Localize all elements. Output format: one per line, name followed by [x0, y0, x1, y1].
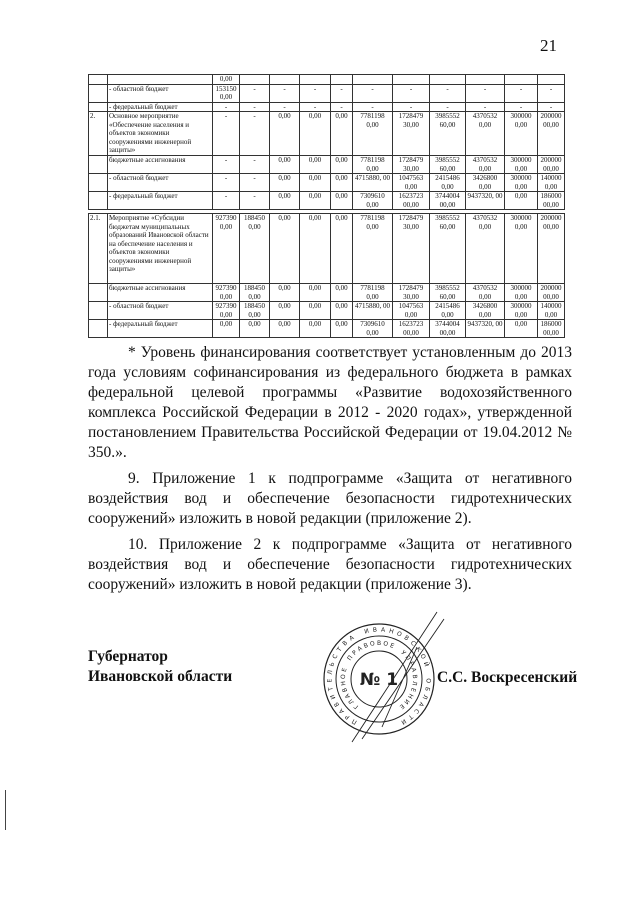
amount-cell: -	[240, 192, 270, 210]
official-stamp	[322, 607, 452, 747]
stamp-letter: С	[331, 653, 340, 661]
amount-cell: 0,00	[270, 302, 300, 320]
stamp-letter: Е	[340, 667, 349, 673]
stamp-letter: Р	[407, 660, 416, 667]
stamp-letter: В	[341, 639, 350, 648]
stamp-letter: Л	[410, 680, 418, 686]
amount-cell: 0,00	[300, 320, 331, 338]
stamp-letter: Л	[326, 669, 335, 676]
amount-cell: 0,00	[300, 174, 331, 192]
stamp-letter: Г	[352, 702, 360, 711]
amount-cell: 0,00	[300, 214, 331, 284]
row-label-cell: - федеральный бюджет	[108, 320, 213, 338]
stamp-letter: В	[362, 641, 370, 651]
amount-cell	[353, 75, 393, 85]
stamp-letter: Е	[408, 686, 417, 693]
row-label-cell: - областной бюджет	[108, 84, 213, 102]
stamp-letter: Е	[326, 678, 334, 683]
amount-cell: 3985552 60,00	[430, 156, 466, 174]
amount-cell: 200000 00,00	[538, 112, 565, 156]
stamp-number: № 1	[359, 670, 399, 690]
row-label-cell: - федеральный бюджет	[108, 192, 213, 210]
row-label-cell: - областной бюджет	[108, 174, 213, 192]
amount-cell: -	[353, 102, 393, 112]
table-row	[89, 320, 565, 338]
amount-cell: 1728479 30,00	[393, 112, 430, 156]
amount-cell: 153150 0,00	[213, 84, 240, 102]
item-10-paragraph: 10. Приложение 2 к подпрограмме «Защита от негативного воздействия вод и обеспечение безопасности гидротехнических сооружений» изложить в новой редакции (приложение 3).	[88, 536, 572, 593]
amount-cell: 7781198 0,00	[353, 284, 393, 302]
row-number-cell	[89, 84, 108, 102]
amount-cell: -	[213, 102, 240, 112]
stamp-letter: Н	[406, 692, 415, 700]
signatory-title	[88, 647, 232, 687]
stamp-letter: И	[402, 697, 411, 706]
stamp-letter: П	[346, 654, 355, 662]
stamp-letter: К	[414, 645, 423, 654]
amount-cell: 140000 0,00	[538, 174, 565, 192]
amount-cell: 0,00	[331, 284, 353, 302]
amount-cell	[393, 75, 430, 85]
stamp-letter: Л	[420, 693, 429, 701]
signatory-title-line2: Ивановской области	[88, 668, 233, 685]
stamp-letter: П	[403, 654, 412, 662]
amount-cell: 0,00	[213, 320, 240, 338]
stamp-letter: Р	[351, 649, 359, 657]
row-label-cell: Мероприятие «Субсидии бюджетам муниципальных образований Ивановской области на обеспечение населения и объектов экономики сооружениями инженерной защиты»	[108, 214, 213, 284]
amount-cell: 186000 00,00	[538, 320, 565, 338]
stamp-letter: В	[376, 640, 382, 647]
stamp-letter: Л	[347, 697, 356, 706]
amount-cell: 927390 0,00	[213, 284, 240, 302]
amount-cell: 4370532 0,00	[466, 156, 505, 174]
stamp-letter: Е	[398, 702, 406, 711]
amount-cell: -	[240, 84, 270, 102]
stamp-letter: О	[418, 652, 427, 661]
amount-cell: -	[353, 84, 393, 102]
stamp-letter: А	[416, 700, 426, 708]
stamp-letter: Ь	[328, 661, 337, 668]
amount-cell: 3744004 00,00	[430, 192, 466, 210]
amount-cell: 7781198 0,00	[353, 156, 393, 174]
amount-cell	[240, 75, 270, 85]
amount-cell: 1728479 30,00	[393, 156, 430, 174]
stamp-letter: А	[356, 644, 364, 654]
row-number-cell	[89, 192, 108, 210]
amount-cell: -	[505, 102, 538, 112]
amount-cell: 0,00	[331, 192, 353, 210]
amount-cell: 0,00	[300, 156, 331, 174]
amount-cell: 0,00	[331, 214, 353, 284]
amount-cell: 0,00	[270, 112, 300, 156]
table-row	[89, 284, 565, 302]
amount-cell: 3985552 60,00	[430, 214, 466, 284]
amount-cell: 0,00	[331, 156, 353, 174]
amount-cell: 2415486 0,00	[430, 174, 466, 192]
amount-cell: -	[213, 174, 240, 192]
table-row	[89, 75, 565, 85]
row-label-cell: - областной бюджет	[108, 302, 213, 320]
amount-cell: 140000 0,00	[538, 302, 565, 320]
row-number-cell	[89, 302, 108, 320]
table-row	[89, 214, 565, 284]
amount-cell: -	[331, 84, 353, 102]
footnote-paragraph: * Уровень финансирования соответствует установленным до 2013 года условиям софинансирования из федерального бюджета в рамках федеральной целевой программы «Развитие водохозяйственного комплекса Российской Федерации в 2012 - 2020 годах», утвержденной постановлением Правительства Российской Федерации от 19.04.2012 № 350.».	[88, 344, 572, 461]
amount-cell: 188450 0,00	[240, 302, 270, 320]
amount-cell: 186000 00,00	[538, 192, 565, 210]
table-row	[89, 302, 565, 320]
amount-cell: 200000 00,00	[538, 156, 565, 174]
amount-cell: 0,00	[300, 284, 331, 302]
amount-cell: 1728479 30,00	[393, 214, 430, 284]
amount-cell: 300000 0,00	[505, 156, 538, 174]
stamp-letter: Й	[421, 661, 430, 668]
amount-cell: -	[240, 112, 270, 156]
row-number-cell	[89, 75, 108, 85]
table-row	[89, 156, 565, 174]
amount-cell: 4715880, 00	[353, 174, 393, 192]
amount-cell: 0,00	[505, 192, 538, 210]
stamp-letter: В	[410, 674, 419, 679]
stamp-letter: Т	[335, 646, 344, 654]
amount-cell: -	[240, 156, 270, 174]
amount-cell: 4370532 0,00	[466, 214, 505, 284]
amount-cell: 0,00	[270, 284, 300, 302]
amount-cell: 3426800 0,00	[466, 174, 505, 192]
stamp-letter: А	[348, 634, 356, 643]
amount-cell: 300000 0,00	[505, 214, 538, 284]
amount-cell: 927390 0,00	[213, 214, 240, 284]
body-text	[88, 343, 572, 595]
amount-cell	[505, 75, 538, 85]
amount-cell: 200000 00,00	[538, 284, 565, 302]
amount-cell: 2415486 0,00	[430, 302, 466, 320]
amount-cell: 200000 00,00	[538, 214, 565, 284]
row-number-cell	[89, 102, 108, 112]
amount-cell: -	[393, 102, 430, 112]
stamp-letter: В	[332, 700, 342, 708]
row-number-cell	[89, 174, 108, 192]
amount-cell	[300, 75, 331, 85]
stamp-letter: С	[412, 707, 421, 715]
page-content	[88, 74, 578, 757]
amount-cell: 300000 0,00	[505, 174, 538, 192]
row-label-cell: - федеральный бюджет	[108, 102, 213, 112]
amount-cell: -	[466, 84, 505, 102]
amount-cell: 3744004 00,00	[430, 320, 466, 338]
stamp-letter: В	[402, 634, 410, 643]
stamp-letter: В	[372, 626, 378, 634]
signatory-title-line1: Губернатор	[88, 648, 168, 665]
amount-cell	[430, 75, 466, 85]
amount-cell: 0,00	[300, 192, 331, 210]
stamp-letter: Т	[406, 712, 414, 721]
amount-cell: 0,00	[331, 320, 353, 338]
amount-cell: 3426800 0,00	[466, 302, 505, 320]
amount-cell: 0,00	[270, 156, 300, 174]
financing-table	[88, 74, 565, 338]
amount-cell: 1623723 00,00	[393, 192, 430, 210]
stamp-letter: И	[329, 693, 338, 701]
row-label-cell	[108, 75, 213, 85]
signatory-name: С.С. Воскресенский	[437, 669, 578, 686]
amount-cell	[538, 75, 565, 85]
stamp-letter: А	[409, 667, 418, 673]
stamp-letter: А	[343, 692, 352, 700]
amount-cell: 927390 0,00	[213, 302, 240, 320]
amount-cell: 4715880, 00	[353, 302, 393, 320]
stamp-letter: Б	[423, 686, 431, 692]
amount-cell: -	[300, 84, 331, 102]
amount-cell	[466, 75, 505, 85]
amount-cell: 3985552 60,00	[430, 112, 466, 156]
amount-cell: 0,00	[300, 112, 331, 156]
amount-cell: 300000 0,00	[505, 302, 538, 320]
table-row	[89, 192, 565, 210]
table-row	[89, 84, 565, 102]
amount-cell: 7781198 0,00	[353, 214, 393, 284]
amount-cell: 3985552 60,00	[430, 284, 466, 302]
amount-cell: 1728479 30,00	[393, 284, 430, 302]
amount-cell	[270, 75, 300, 85]
amount-cell: 0,00	[331, 302, 353, 320]
amount-cell: -	[213, 112, 240, 156]
amount-cell: -	[213, 156, 240, 174]
stamp-letter: И	[363, 627, 370, 636]
amount-cell: -	[300, 102, 331, 112]
stamp-letter: Т	[327, 686, 335, 692]
amount-cell: -	[270, 102, 300, 112]
amount-cell: 7781198 0,00	[353, 112, 393, 156]
amount-cell: 9437320, 00	[466, 320, 505, 338]
stamp-letter: О	[369, 640, 376, 648]
stamp-letter: У	[399, 649, 407, 657]
amount-cell: 0,00	[240, 320, 270, 338]
row-number-cell	[89, 284, 108, 302]
amount-cell: 0,00	[213, 75, 240, 85]
amount-cell: 0,00	[505, 320, 538, 338]
stamp-letter: О	[395, 630, 403, 639]
amount-cell: -	[430, 102, 466, 112]
stamp-letter: О	[339, 674, 348, 680]
stamp-letter: Н	[340, 680, 348, 686]
amount-cell: 0,00	[270, 214, 300, 284]
item-9-paragraph: 9. Приложение 1 к подпрограмме «Защита от негативного воздействия вод и обеспечение безопасности гидротехнических сооружений» изложить в новой редакции (приложение 2).	[88, 470, 572, 527]
amount-cell: 1047563 0,00	[393, 174, 430, 192]
margin-mark	[5, 790, 6, 830]
stamp-letter: В	[341, 686, 350, 693]
amount-cell: 0,00	[270, 192, 300, 210]
amount-cell: 0,00	[270, 320, 300, 338]
amount-cell: 7309610 0,00	[353, 320, 393, 338]
page-number: 21	[540, 36, 557, 55]
signature-block	[88, 607, 578, 757]
amount-cell: 0,00	[270, 174, 300, 192]
row-number-cell	[89, 320, 108, 338]
stamp-letter: А	[337, 707, 346, 715]
stamp-letter: О	[424, 678, 432, 684]
amount-cell: 1623723 00,00	[393, 320, 430, 338]
amount-cell: 300000 0,00	[505, 284, 538, 302]
row-number-cell: 2.1.	[89, 214, 108, 284]
amount-cell: -	[240, 174, 270, 192]
amount-cell: -	[393, 84, 430, 102]
amount-cell: -	[240, 102, 270, 112]
amount-cell: -	[538, 102, 565, 112]
amount-cell: -	[466, 102, 505, 112]
row-number-cell: 2.	[89, 112, 108, 156]
amount-cell: -	[505, 84, 538, 102]
stamp-letter: И	[399, 717, 408, 726]
amount-cell: 188450 0,00	[240, 284, 270, 302]
amount-cell: -	[270, 84, 300, 102]
amount-cell: 7309610 0,00	[353, 192, 393, 210]
stamp-letter: Н	[388, 627, 395, 636]
stamp-letter: Р	[344, 712, 352, 721]
table-row	[89, 174, 565, 192]
stamp-letter: П	[350, 717, 359, 726]
table-row	[89, 112, 565, 156]
row-label-cell: бюджетные ассигнования	[108, 156, 213, 174]
amount-cell	[331, 75, 353, 85]
row-label-cell: Основное мероприятие «Обеспечение населения и объектов экономики сооружениями инженерной защиты»	[108, 112, 213, 156]
stamp-letter: С	[408, 639, 417, 648]
amount-cell: 9437320, 00	[466, 192, 505, 210]
stamp-letter: А	[380, 626, 386, 634]
stamp-letter: Е	[388, 642, 396, 650]
amount-cell: -	[430, 84, 466, 102]
amount-cell: 4370532 0,00	[466, 112, 505, 156]
amount-cell: -	[213, 192, 240, 210]
row-label-cell: бюджетные ассигнования	[108, 284, 213, 302]
table-row	[89, 102, 565, 112]
amount-cell: 0,00	[331, 112, 353, 156]
amount-cell: -	[538, 84, 565, 102]
amount-cell: 1047563 0,00	[393, 302, 430, 320]
amount-cell: 188450 0,00	[240, 214, 270, 284]
amount-cell: 300000 0,00	[505, 112, 538, 156]
amount-cell: 4370532 0,00	[466, 284, 505, 302]
row-number-cell	[89, 156, 108, 174]
amount-cell: 0,00	[300, 302, 331, 320]
amount-cell: -	[331, 102, 353, 112]
amount-cell: 0,00	[331, 174, 353, 192]
stamp-letter: О	[382, 640, 389, 648]
